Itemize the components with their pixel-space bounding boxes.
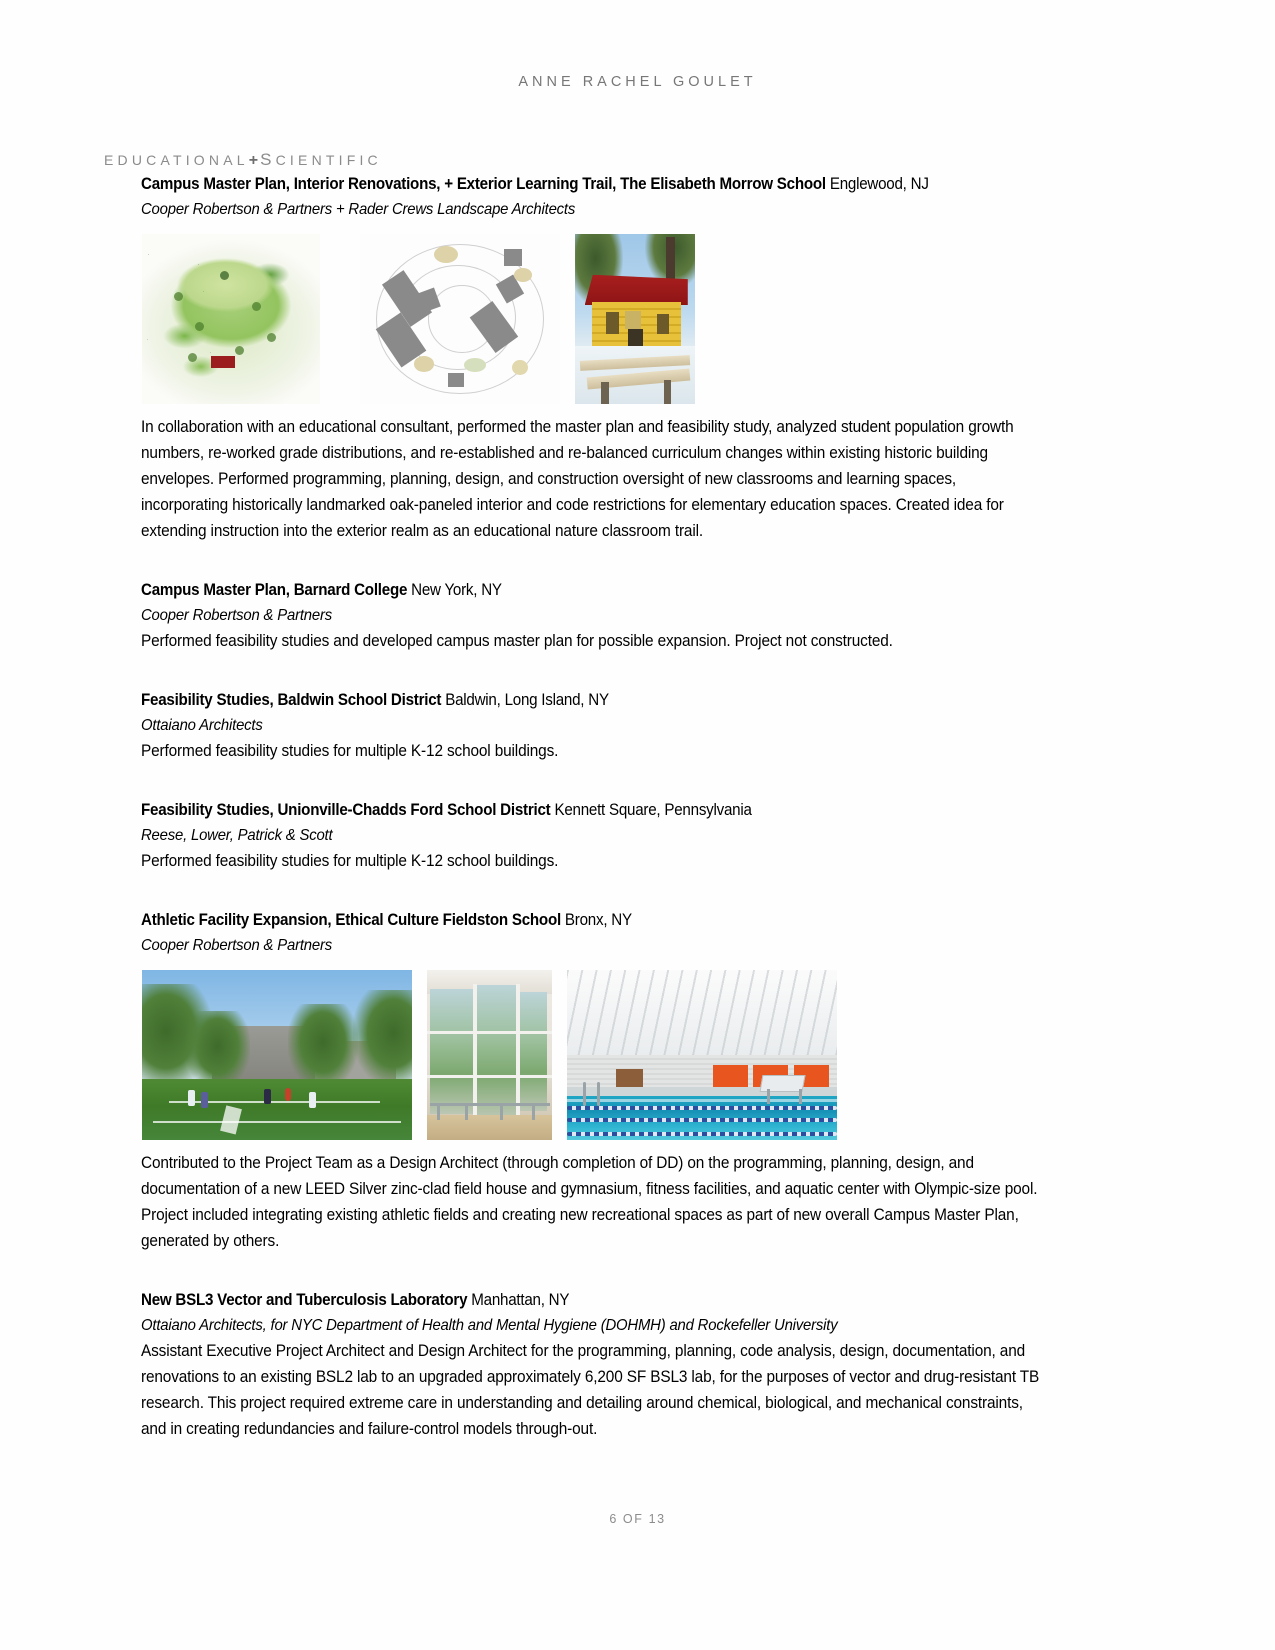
entry-spacer	[141, 1254, 1041, 1288]
project-title	[141, 1288, 978, 1313]
project-entry-baldwin-school-district	[141, 688, 1041, 764]
natatorium-ceiling	[567, 970, 837, 1058]
project-firm: Ottaiano Architects	[141, 717, 263, 734]
entry-spacer	[141, 764, 1041, 798]
project-image-row	[142, 970, 1041, 1140]
image-campus-site-plan-drawing	[360, 234, 560, 404]
pool-ladder-rail	[597, 1082, 600, 1106]
project-description: Performed feasibility studies for multiple K-12 school buildings.	[141, 742, 559, 760]
project-title-text: Campus Master Plan, Barnard College	[141, 581, 408, 599]
project-entry-elisabeth-morrow	[141, 172, 1041, 544]
site-building	[448, 373, 464, 387]
entry-spacer	[141, 544, 1041, 578]
project-location: Manhattan, NY	[471, 1291, 570, 1309]
site-building	[504, 249, 522, 266]
site-tree-mass	[514, 268, 532, 282]
project-title-text: Campus Master Plan, Interior Renovations, + Exterior Learning Trail, The Elisabeth Morrow School	[141, 175, 826, 193]
image-olympic-pool-natatorium-photo	[567, 970, 837, 1140]
atrium-railing	[465, 1103, 468, 1120]
pool-lane-line	[567, 1132, 837, 1136]
atrium-glazing	[477, 985, 517, 1118]
atrium-glazing	[520, 992, 548, 1111]
pool-lane-marking	[567, 1099, 837, 1102]
atrium-mullion	[427, 1075, 552, 1078]
project-description: In collaboration with an educational consultant, performed the master plan and feasibility study, analyzed student population growth numbers, re-worked grade distributions, and re-established and re-balanced curriculum changes within existing historic building envelopes. Performed programming, planning, design, and construction oversight of new classrooms and learning spaces, incorporating historically landmarked oak-paneled interior and code restrictions for elementary education spaces. Created idea for extending instruction into the exterior realm as an educational nature classroom trail.	[141, 418, 1014, 540]
project-firm: Ottaiano Architects, for NYC Department of Health and Mental Hygiene (DOHMH) and Rockefeller University	[141, 1317, 838, 1334]
foliage-mass	[353, 990, 412, 1085]
cabin-window	[606, 312, 619, 334]
athletic-turf-field	[142, 1079, 412, 1140]
project-entry-unionville-chadds-ford	[141, 798, 1041, 874]
atrium-mullion	[516, 984, 520, 1120]
section-heading-part-2: CIENTIFIC	[275, 152, 382, 168]
project-title	[141, 578, 978, 603]
project-description: Performed feasibility studies and developed campus master plan for possible expansion. Project not constructed.	[141, 632, 893, 650]
plan-tree-marker	[235, 346, 244, 355]
project-title-text: Feasibility Studies, Unionville-Chadds Ford School District	[141, 801, 551, 819]
field-player	[188, 1090, 195, 1106]
page-number-footer: 6 OF 13	[609, 1512, 666, 1526]
site-tree-mass	[434, 246, 458, 263]
cabin-window	[657, 314, 669, 334]
project-firm: Reese, Lower, Patrick & Scott	[141, 827, 333, 844]
field-player	[264, 1089, 271, 1104]
project-entry-barnard-college	[141, 578, 1041, 654]
project-entry-bsl3-laboratory	[141, 1288, 1041, 1442]
site-tree-mass	[414, 356, 434, 371]
project-title-text: Athletic Facility Expansion, Ethical Culture Fieldston School	[141, 911, 561, 929]
orange-wall-panel	[713, 1065, 748, 1087]
plan-tree-marker	[267, 333, 276, 342]
project-image-row	[142, 234, 1041, 404]
image-glass-atrium-interior-photo	[427, 970, 552, 1140]
section-heading-plus: +	[248, 152, 261, 169]
project-firm: Cooper Robertson & Partners + Rader Crews Landscape Architects	[141, 201, 576, 218]
project-location: New York, NY	[411, 581, 502, 599]
project-description: Performed feasibility studies for multiple K-12 school buildings.	[141, 852, 559, 870]
atrium-railing	[532, 1103, 535, 1120]
cabin-bench-leg	[601, 382, 608, 404]
field-stripe	[153, 1121, 401, 1123]
site-tree-mass	[464, 358, 486, 372]
project-title-text: New BSL3 Vector and Tuberculosis Laboratory	[141, 1291, 468, 1309]
field-marker-cone	[285, 1088, 291, 1101]
section-heading-cap: S	[260, 150, 276, 169]
image-field-house-exterior-photo	[142, 970, 412, 1140]
project-title	[141, 798, 978, 823]
project-title	[141, 688, 978, 713]
project-title-text: Feasibility Studies, Baldwin School District	[141, 691, 442, 709]
pool-ladder-rail	[583, 1082, 586, 1106]
project-title	[141, 172, 978, 197]
atrium-mullion	[473, 984, 477, 1120]
foliage-mass	[288, 1004, 358, 1089]
field-player	[201, 1092, 208, 1108]
cabin-bench-leg	[664, 380, 671, 404]
starting-block-post	[799, 1089, 802, 1104]
image-landscape-master-plan-rendering	[142, 234, 320, 404]
project-location: Bronx, NY	[564, 911, 632, 929]
project-description: Assistant Executive Project Architect and Design Architect for the programming, planning, code analysis, design, documentation, and renovations to an existing BSL2 lab to an upgraded approximately 6,200 SF BSL3 lab, for the purposes of vector and drug-resistant TB research. This project required extreme care in understanding and detailing around chemical, biological, and mechanical constraints, and in creating redundancies and failure-control models through-out.	[141, 1342, 1040, 1438]
atrium-glazing	[430, 989, 475, 1115]
plan-tree-marker	[174, 292, 183, 301]
site-tree-mass	[512, 360, 528, 375]
cabin-roof	[585, 275, 688, 306]
entry-spacer	[141, 874, 1041, 908]
project-entry-fieldston-athletic	[141, 908, 1041, 1254]
section-heading-part-1: EDUCATIONAL	[104, 152, 249, 168]
project-title	[141, 908, 978, 933]
image-timber-learning-cabin-photo	[575, 234, 695, 404]
section-heading-educational-scientific	[104, 150, 382, 170]
running-header-name: ANNE RACHEL GOULET	[518, 74, 757, 90]
project-description: Contributed to the Project Team as a Design Architect (through completion of DD) on the programming, planning, design, and documentation of a new LEED Silver zinc-clad field house and gymnasium, fitness facilities, and aquatic center with Olympic-size pool. Project included integrating existing athletic fields and creating new recreational spaces as part of new overall Campus Master Plan, generated by others.	[141, 1154, 1038, 1250]
project-firm: Cooper Robertson & Partners	[141, 937, 332, 954]
project-list	[141, 172, 1041, 1442]
cabin-window	[625, 311, 641, 330]
atrium-railing	[500, 1103, 503, 1120]
wall-opening	[616, 1069, 643, 1088]
atrium-railing	[437, 1103, 440, 1120]
pool-lane-line	[567, 1118, 837, 1122]
project-location: Kennett Square, Pennsylvania	[554, 801, 752, 819]
plan-callout-lines	[142, 234, 320, 404]
pool-lane-line	[567, 1106, 837, 1110]
entry-spacer	[141, 654, 1041, 688]
field-player	[309, 1092, 316, 1108]
project-location: Englewood, NJ	[829, 175, 929, 193]
atrium-mullion	[427, 1031, 552, 1034]
starting-block-post	[767, 1089, 770, 1104]
project-location: Baldwin, Long Island, NY	[445, 691, 609, 709]
project-firm: Cooper Robertson & Partners	[141, 607, 332, 624]
foliage-mass	[185, 1011, 250, 1089]
